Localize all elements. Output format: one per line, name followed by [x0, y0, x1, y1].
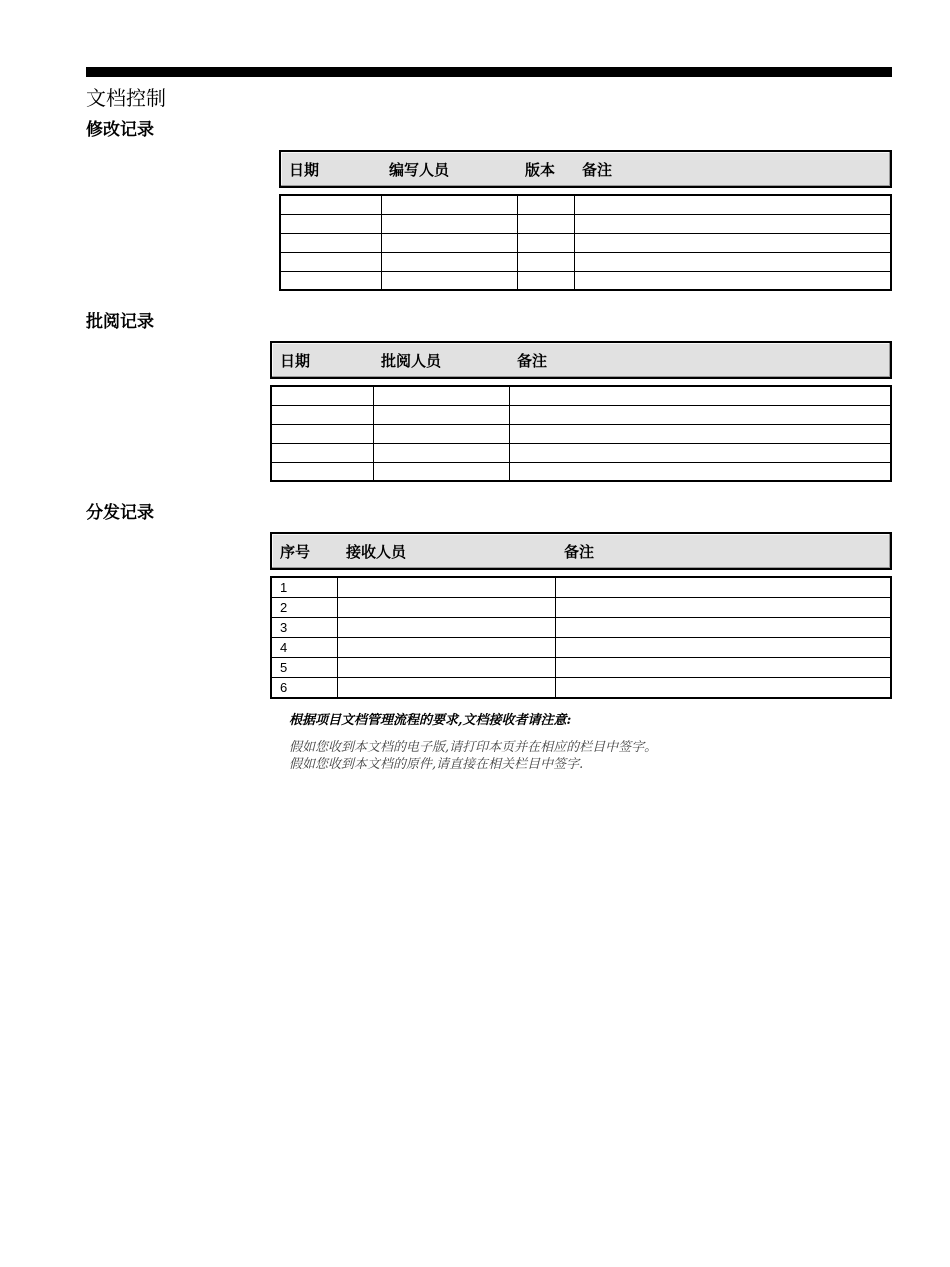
- table-cell: [574, 271, 891, 290]
- table-cell: [271, 443, 373, 462]
- table-row: [271, 678, 891, 699]
- revision-section-title: 修改记录: [86, 120, 154, 140]
- table-cell: 4: [271, 638, 337, 658]
- table-cell: 2: [271, 598, 337, 618]
- table-cell: [574, 233, 891, 252]
- table-row: [271, 405, 891, 424]
- notice-line-original: 假如您收到本文档的原件,请直接在相关栏目中签字.: [289, 757, 584, 772]
- table-row: [271, 618, 891, 638]
- distribution-header-number: 序号: [280, 543, 311, 561]
- distribution-header-recipient: 接收人员: [346, 543, 407, 561]
- table-row: [280, 233, 891, 252]
- table-row: [280, 271, 891, 290]
- table-cell: [509, 443, 891, 462]
- review-header-date: 日期: [280, 352, 311, 370]
- table-cell: [509, 386, 891, 405]
- table-cell: [337, 638, 555, 658]
- table-cell: [509, 405, 891, 424]
- table-cell: [517, 233, 574, 252]
- table-cell: [373, 424, 509, 443]
- table-cell: [509, 424, 891, 443]
- document-title: 文档控制: [86, 86, 166, 110]
- table-row: [280, 252, 891, 271]
- table-cell: [574, 252, 891, 271]
- distribution-header-notes: 备注: [564, 543, 595, 561]
- table-cell: [337, 618, 555, 638]
- revision-header-notes: 备注: [582, 161, 613, 179]
- table-cell: [337, 658, 555, 678]
- notice-heading: 根据项目文档管理流程的要求,文档接收者请注意:: [289, 713, 572, 728]
- table-cell: 5: [271, 658, 337, 678]
- review-header-reviewer: 批阅人员: [381, 352, 442, 370]
- table-cell: [555, 678, 891, 699]
- review-section-title: 批阅记录: [86, 312, 154, 332]
- table-cell: [574, 195, 891, 214]
- table-row: [280, 195, 891, 214]
- table-row: [280, 214, 891, 233]
- table-cell: [271, 405, 373, 424]
- table-cell: [509, 462, 891, 481]
- table-cell: [280, 214, 381, 233]
- table-row: [271, 443, 891, 462]
- table-cell: [517, 214, 574, 233]
- table-cell: [337, 598, 555, 618]
- table-cell: 1: [271, 577, 337, 598]
- distribution-table-header: [270, 532, 892, 570]
- table-cell: [381, 271, 517, 290]
- table-cell: [271, 386, 373, 405]
- table-cell: [517, 195, 574, 214]
- table-cell: [337, 678, 555, 699]
- table-cell: [381, 195, 517, 214]
- table-cell: [271, 462, 373, 481]
- revision-header-version: 版本: [525, 161, 556, 179]
- top-rule: [86, 67, 892, 77]
- table-cell: [280, 271, 381, 290]
- table-cell: [381, 252, 517, 271]
- table-cell: [517, 252, 574, 271]
- table-cell: [555, 598, 891, 618]
- notice-line-electronic: 假如您收到本文档的电子版,请打印本页并在相应的栏目中签字。: [289, 740, 658, 755]
- table-row: [271, 462, 891, 481]
- table-row: [271, 424, 891, 443]
- table-cell: [337, 577, 555, 598]
- review-table-body: [270, 385, 892, 482]
- distribution-section-title: 分发记录: [86, 503, 154, 523]
- revision-header-author: 编写人员: [389, 161, 450, 179]
- table-cell: [381, 214, 517, 233]
- table-cell: [280, 252, 381, 271]
- table-cell: [373, 405, 509, 424]
- table-cell: 3: [271, 618, 337, 638]
- revision-header-date: 日期: [289, 161, 320, 179]
- table-cell: [280, 195, 381, 214]
- revision-table-header: [279, 150, 892, 188]
- table-cell: [517, 271, 574, 290]
- review-table-header: [270, 341, 892, 379]
- table-cell: [373, 443, 509, 462]
- table-row: [271, 577, 891, 598]
- table-row: [271, 598, 891, 618]
- table-cell: [381, 233, 517, 252]
- table-cell: [373, 386, 509, 405]
- table-cell: [574, 214, 891, 233]
- table-cell: [373, 462, 509, 481]
- table-cell: [555, 638, 891, 658]
- table-cell: [555, 618, 891, 638]
- table-cell: 6: [271, 678, 337, 699]
- table-cell: [271, 424, 373, 443]
- table-cell: [555, 658, 891, 678]
- revision-table-body: [279, 194, 892, 291]
- distribution-table-body: [270, 576, 892, 699]
- table-row: [271, 638, 891, 658]
- table-cell: [280, 233, 381, 252]
- table-row: [271, 386, 891, 405]
- table-row: [271, 658, 891, 678]
- table-cell: [555, 577, 891, 598]
- review-header-notes: 备注: [517, 352, 548, 370]
